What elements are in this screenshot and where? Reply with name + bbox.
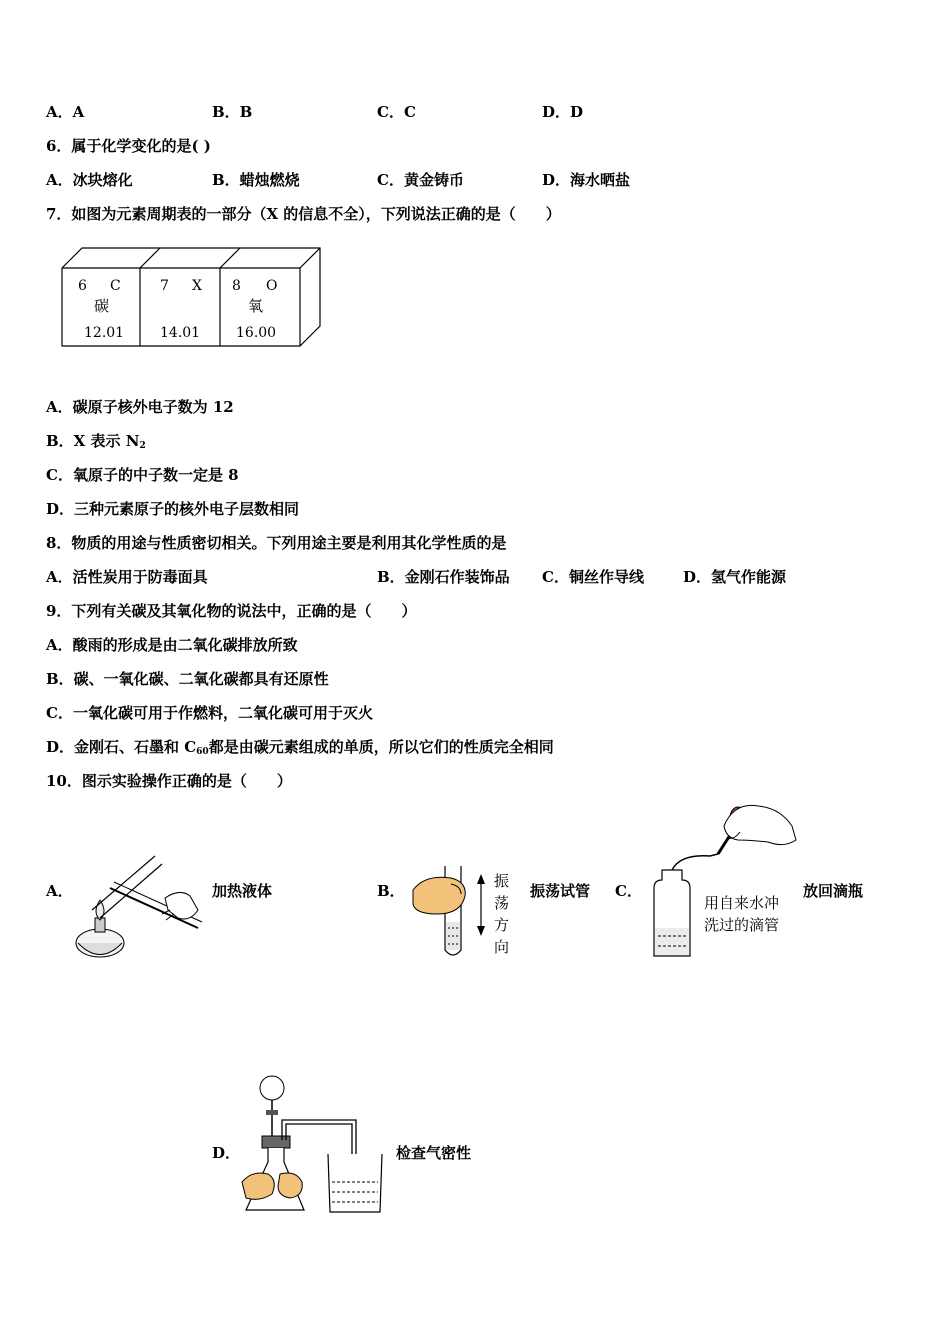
heating-liquid-illustration (70, 848, 210, 968)
q7-stem: 7．如图为元素周期表的一部分（X 的信息不全），下列说法正确的是（ ） (46, 205, 561, 223)
q10-d-caption: 检查气密性 (396, 1144, 472, 1162)
q6-option-b: B．蜡烛燃烧 (212, 171, 300, 189)
q7-option-b: B．X 表示 $N_2$ (46, 432, 146, 451)
cell-o-mass: 16.00 (236, 325, 277, 341)
q9-option-c: C．一氧化碳可用于作燃料，二氧化碳可用于灭火 (46, 704, 373, 722)
q6-stem: 6．属于化学变化的是( ) (46, 137, 211, 155)
q10-a-letter: A． (46, 882, 73, 900)
q9-option-a: A．酸雨的形成是由二氧化碳排放所致 (46, 636, 298, 654)
dropper-bottle-illustration (640, 796, 800, 966)
q10-stem: 10．图示实验操作正确的是（ ） (46, 772, 292, 790)
q6-option-a: A．冰块熔化 (46, 171, 133, 189)
q10-c-letter: C． (615, 882, 642, 900)
shake-direction-label: 振 荡 方 向 (494, 872, 510, 956)
q8-option-d: D．氢气作能源 (683, 568, 787, 586)
cell-x-number: 7 (160, 278, 169, 294)
cell-c-name: 碳 (94, 297, 110, 315)
q5-option-a: A．A (46, 103, 85, 121)
q10-d-letter: D． (212, 1144, 241, 1162)
cell-x-symbol: X (192, 278, 202, 294)
q9-option-d: D．金刚石、石墨和 $C_{60}$都是由碳元素组成的单质，所以它们的性质完全相同 (46, 738, 554, 757)
q10-c-caption: 放回滴瓶 (803, 882, 864, 900)
q10-a-caption: 加热液体 (212, 882, 273, 900)
q7-option-c: C．氧原子的中子数一定是 8 (46, 466, 239, 484)
dropper-note: 用自来水冲 洗过的滴管 (704, 894, 780, 934)
q9-option-b: B．碳、一氧化碳、二氧化碳都具有还原性 (46, 670, 329, 688)
q5-option-c: C．C (377, 103, 416, 121)
cell-o-symbol: O (266, 278, 278, 294)
airtightness-check-illustration (238, 1070, 388, 1220)
q5-option-b: B．B (212, 103, 253, 121)
cell-o-number: 8 (232, 278, 241, 294)
q10-b-letter: B． (377, 882, 405, 900)
cell-c-mass: 12.01 (84, 325, 125, 341)
q8-option-b: B．金刚石作装饰品 (377, 568, 510, 586)
q8-option-a: A．活性炭用于防毒面具 (46, 568, 208, 586)
q7-option-a: A．碳原子核外电子数为 12 (46, 398, 234, 416)
cell-o-name: 氧 (248, 297, 264, 315)
q6-option-d: D．海水晒盐 (542, 171, 631, 189)
q5-option-d: D．D (542, 103, 584, 121)
cell-c-symbol: C (110, 278, 121, 294)
shaking-tube-illustration (405, 860, 485, 965)
q8-option-c: C．铜丝作导线 (542, 568, 644, 586)
periodic-table-fragment (58, 244, 324, 350)
q10-b-caption: 振荡试管 (530, 882, 591, 900)
q9-stem: 9．下列有关碳及其氧化物的说法中，正确的是（ ） (46, 602, 417, 620)
q6-option-c: C．黄金铸币 (377, 171, 464, 189)
q7-option-d: D．三种元素原子的核外电子层数相同 (46, 500, 300, 518)
cell-c-number: 6 (78, 278, 87, 294)
q8-stem: 8．物质的用途与性质密切相关。下列用途主要是利用其化学性质的是 (46, 534, 507, 552)
cell-x-mass: 14.01 (160, 325, 201, 341)
